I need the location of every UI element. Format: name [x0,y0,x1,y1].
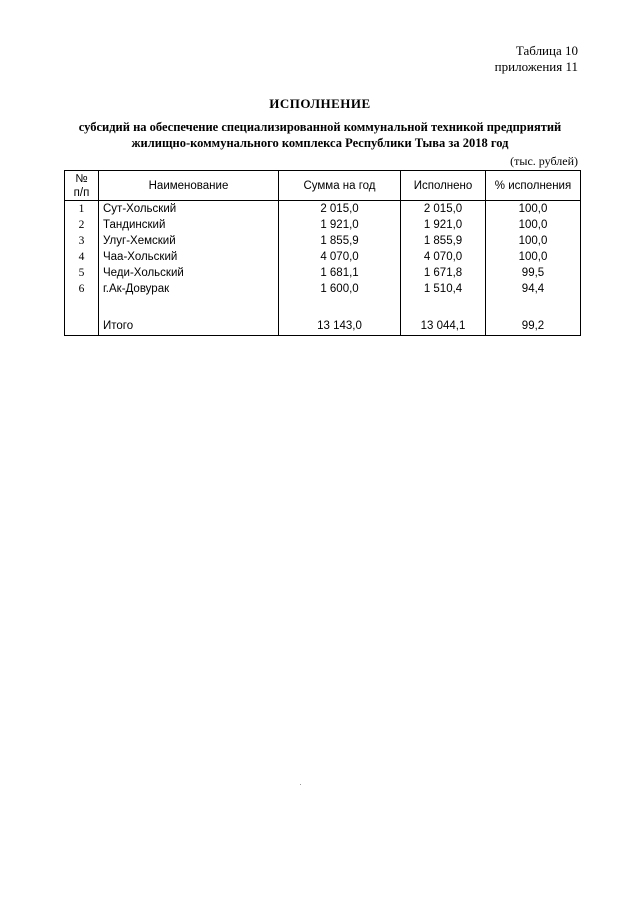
row-executed: 1 855,9 [401,233,486,249]
spacer-row [65,297,581,317]
row-number: 1 [65,201,99,218]
total-executed: 13 044,1 [401,317,486,336]
total-label: Итого [99,317,279,336]
header-executed: Исполнено [401,171,486,201]
subtitle-line-2: жилищно-коммунального комплекса Республики Тыва за 2018 год [131,136,509,150]
row-planned: 1 681,1 [279,265,401,281]
row-name: Тандинский [99,217,279,233]
row-percent: 100,0 [486,201,581,218]
table-row [65,217,581,233]
total-row [65,317,581,336]
units-label: (тыс. рублей) [510,154,578,168]
row-number: 4 [65,249,99,265]
row-name: Сут-Хольский [99,201,279,218]
row-percent: 100,0 [486,217,581,233]
header-percent: % исполнения [486,171,581,201]
document-title: ИСПОЛНЕНИЕ [269,96,371,111]
row-name: Чеди-Хольский [99,265,279,281]
row-planned: 1 600,0 [279,281,401,297]
row-number: 6 [65,281,99,297]
header-number: № п/п [65,171,99,201]
document-subtitle [60,119,580,151]
row-executed: 4 070,0 [401,249,486,265]
row-planned: 2 015,0 [279,201,401,218]
table-row [65,281,581,297]
table-number-label: Таблица 10 [515,43,578,58]
total-percent: 99,2 [486,317,581,336]
row-executed: 1 510,4 [401,281,486,297]
row-executed: 2 015,0 [401,201,486,218]
scan-speck [300,784,301,785]
total-planned: 13 143,0 [279,317,401,336]
annex-label: приложения 11 [494,59,578,74]
header-name: Наименование [99,171,279,201]
subsidy-execution-table [64,170,581,336]
table-row [65,265,581,281]
subtitle-line-1: субсидий на обеспечение специализированной коммунальной техникой предприятий [78,120,562,134]
row-executed: 1 671,8 [401,265,486,281]
row-percent: 100,0 [486,233,581,249]
table-row [65,249,581,265]
row-name: Чаа-Хольский [99,249,279,265]
header-planned: Сумма на год [279,171,401,201]
row-name: г.Ак-Довурак [99,281,279,297]
row-percent: 94,4 [486,281,581,297]
row-executed: 1 921,0 [401,217,486,233]
row-planned: 4 070,0 [279,249,401,265]
appendix-reference [495,43,578,75]
row-name: Улуг-Хемский [99,233,279,249]
row-percent: 99,5 [486,265,581,281]
row-number: 2 [65,217,99,233]
table-row [65,233,581,249]
row-planned: 1 855,9 [279,233,401,249]
row-percent: 100,0 [486,249,581,265]
table-header-row [65,171,581,201]
table-row [65,201,581,218]
row-number: 5 [65,265,99,281]
row-number: 3 [65,233,99,249]
row-planned: 1 921,0 [279,217,401,233]
total-number-cell [65,317,99,336]
